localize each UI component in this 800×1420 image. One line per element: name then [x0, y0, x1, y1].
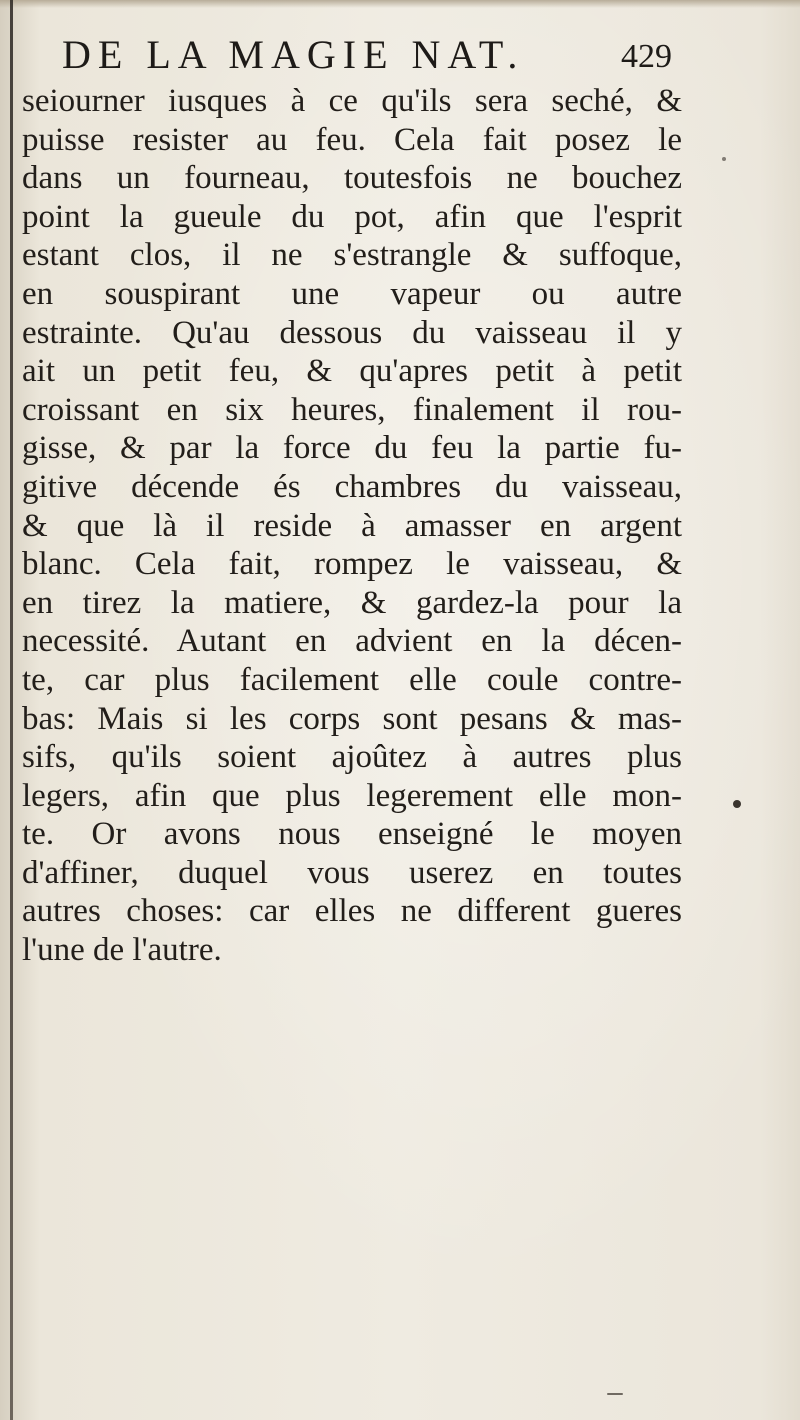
text-line-19: legers, afin que plus legerement elle mon-: [22, 777, 682, 814]
text-line-13: blanc. Cela fait, rompez le vaisseau, &: [22, 546, 682, 583]
text-line-5: estant clos, il ne s'estrangle & suffoque,: [22, 237, 682, 274]
text-line-4: point la gueule du pot, afin que l'esprit: [22, 198, 682, 235]
running-head: DE LA MAGIE NAT.: [62, 32, 525, 77]
text-line-6: en souspirant une vapeur ou autre: [22, 275, 682, 312]
text-line-14: en tirez la matiere, & gardez-la pour la: [22, 584, 682, 621]
text-line-20: te. Or avons nous enseigné le moyen: [22, 816, 682, 853]
paper-speck: [722, 157, 726, 161]
text-line-1: seiourner iusques à ce qu'ils sera seché, &: [22, 83, 682, 119]
paper-speck: [733, 800, 741, 808]
text-line-9: croissant en six heures, finalement il rou-: [22, 391, 682, 428]
binding-gutter-line: [10, 0, 13, 1420]
text-line-23: l'une de l'autre.: [22, 932, 222, 969]
text-line-10: gisse, & par la force du feu la partie fu-: [22, 430, 682, 467]
page-header: [62, 30, 672, 80]
text-line-22: autres choses: car elles ne different gueres: [22, 893, 682, 930]
text-line-16: te, car plus facilement elle coule contre-: [22, 661, 682, 698]
text-line-8: ait un petit feu, & qu'apres petit à petit: [22, 353, 682, 390]
paper-speck: [607, 1393, 623, 1395]
text-line-7: estrainte. Qu'au dessous du vaisseau il y: [22, 314, 682, 351]
text-line-12: & que là il reside à amasser en argent: [22, 507, 682, 544]
text-line-21: d'affiner, duquel vous userez en toutes: [22, 854, 682, 891]
page-top-edge: [0, 0, 800, 8]
text-line-2: puisse resister au feu. Cela fait posez le: [22, 121, 682, 158]
text-line-3: dans un fourneau, toutesfois ne bouchez: [22, 160, 682, 197]
body-text: [22, 82, 682, 970]
text-line-15: necessité. Autant en advient en la décen-: [22, 623, 682, 660]
text-line-17: bas: Mais si les corps sont pesans & mas-: [22, 700, 682, 737]
text-line-11: gitive décende és chambres du vaisseau,: [22, 468, 682, 505]
text-line-18: sifs, qu'ils soient ajoûtez à autres plus: [22, 739, 682, 776]
page-number: 429: [621, 38, 672, 75]
